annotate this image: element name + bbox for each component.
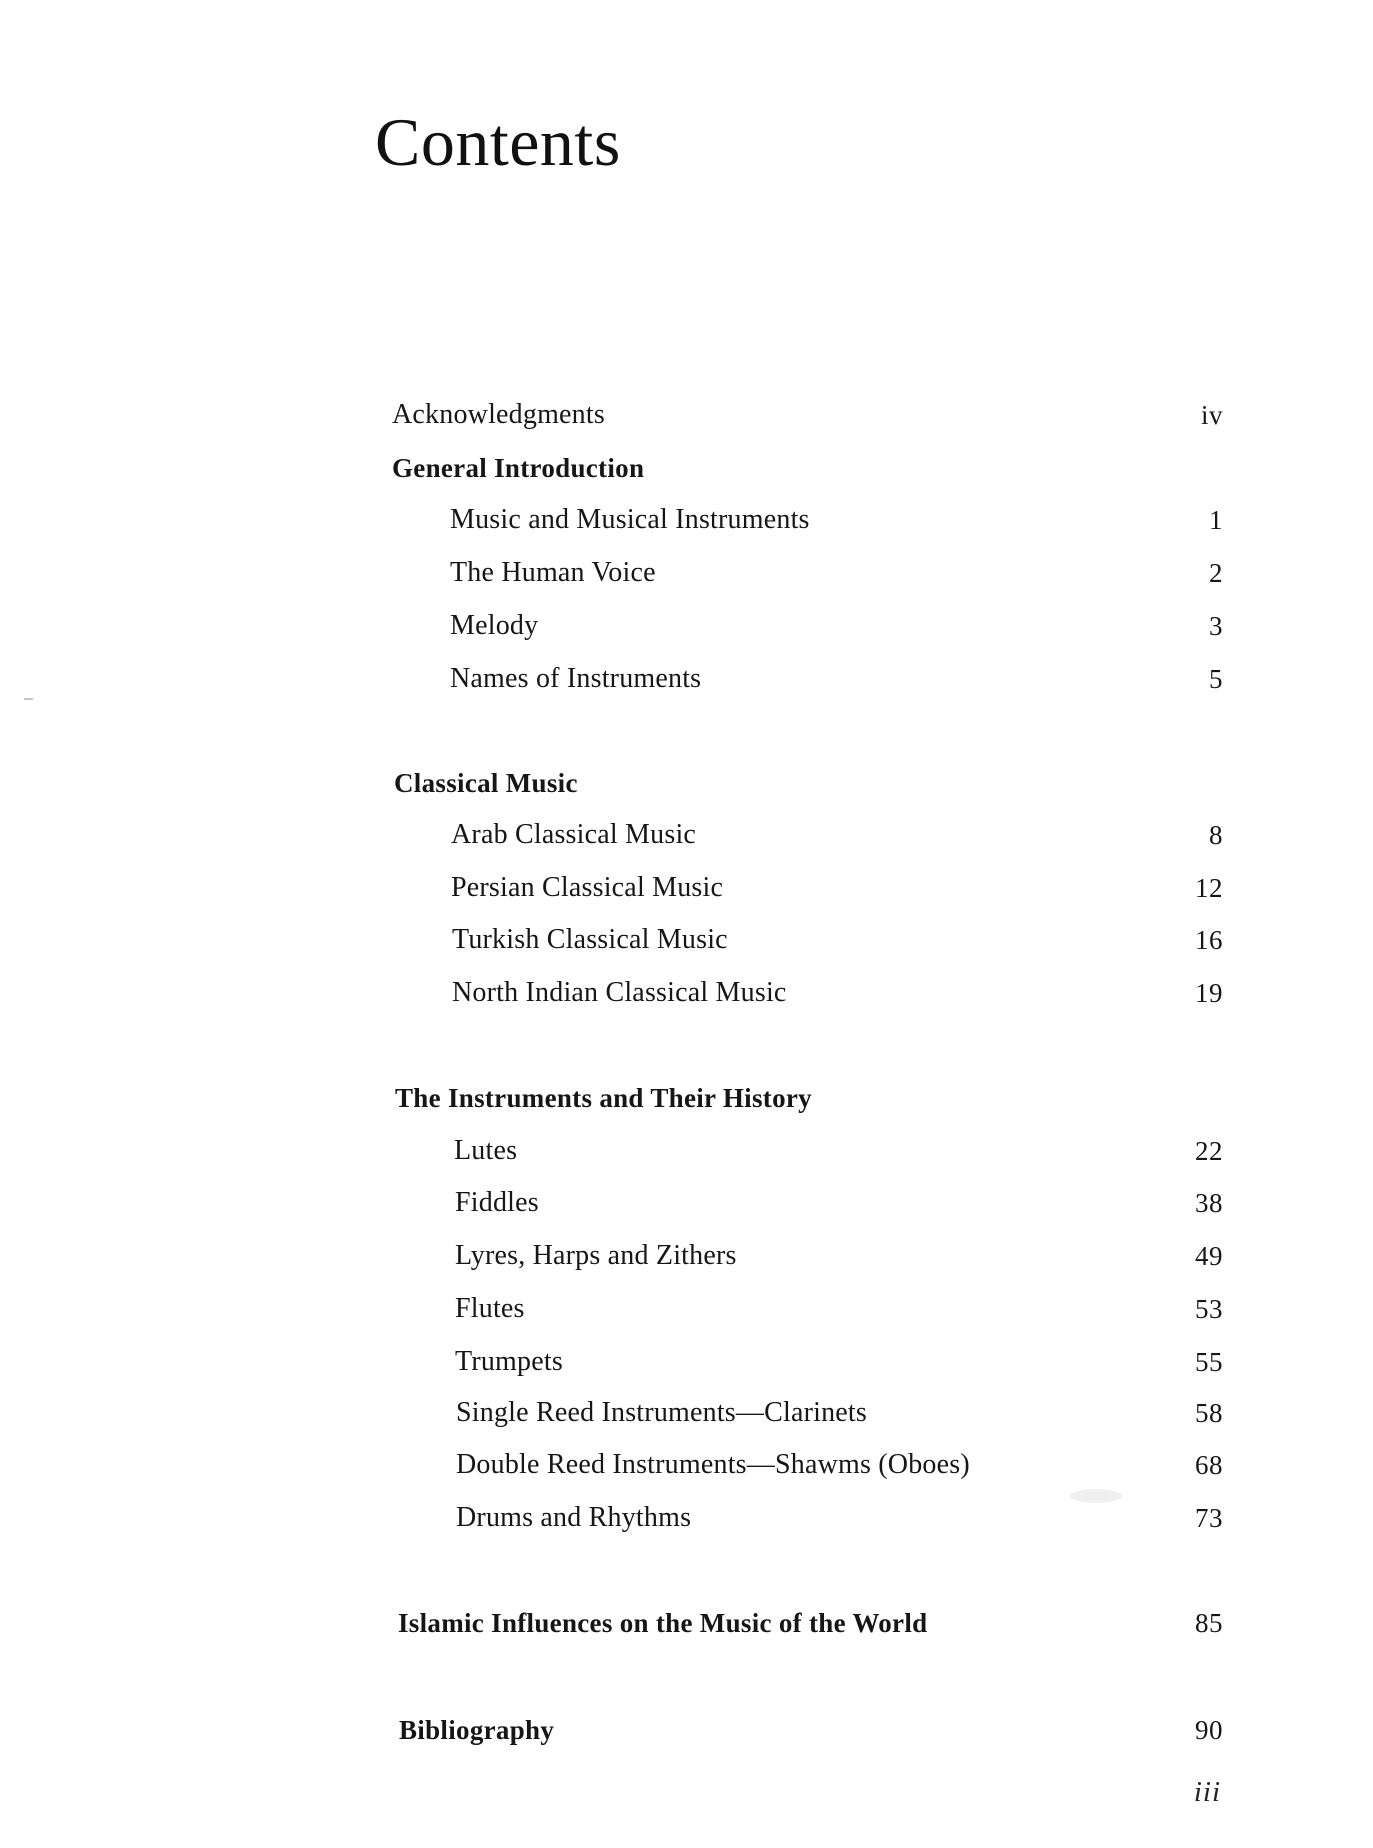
toc-entry-music-and-musical-instruments[interactable] — [0, 500, 1373, 540]
entry-title: Flutes — [455, 1293, 525, 1324]
section-title: Bibliography — [399, 1715, 555, 1745]
entry-title: North Indian Classical Music — [452, 977, 787, 1008]
entry-page-number: 16 — [1195, 925, 1223, 955]
section-title: Classical Music — [394, 768, 578, 798]
section-page-number: 85 — [1195, 1608, 1223, 1638]
toc-entry-drums-and-rhythms[interactable] — [0, 1498, 1373, 1538]
entry-title: Single Reed Instruments—Clarinets — [456, 1397, 867, 1428]
toc-section-general-introduction[interactable] — [0, 448, 1373, 488]
entry-page-number: 49 — [1195, 1241, 1223, 1271]
toc-entry-north-indian-classical-music[interactable] — [0, 973, 1373, 1013]
entry-title: Drums and Rhythms — [456, 1502, 692, 1533]
entry-page-number: 73 — [1195, 1503, 1223, 1533]
section-page-number: 90 — [1195, 1715, 1223, 1745]
entry-page-number: 8 — [1209, 820, 1223, 850]
toc-section-instruments-and-their-history[interactable] — [0, 1078, 1373, 1118]
entry-page-number: 22 — [1195, 1136, 1223, 1166]
toc-entry-fiddles[interactable] — [0, 1183, 1373, 1223]
entry-page-number: 68 — [1195, 1450, 1223, 1480]
page-folio: iii — [1193, 1776, 1221, 1808]
toc-entry-persian-classical-music[interactable] — [0, 868, 1373, 908]
entry-title: Melody — [450, 610, 539, 641]
toc-section-classical-music[interactable] — [0, 763, 1373, 803]
entry-page-number: 53 — [1195, 1294, 1223, 1324]
entry-page-number: 1 — [1209, 505, 1223, 535]
toc-entry-lutes[interactable] — [0, 1131, 1373, 1171]
toc-entry-melody[interactable] — [0, 606, 1373, 646]
toc-entry-single-reed-instruments[interactable] — [0, 1393, 1373, 1433]
scan-edge-mark — [24, 698, 33, 700]
toc-entry-flutes[interactable] — [0, 1289, 1373, 1329]
entry-page-number: 12 — [1195, 873, 1223, 903]
entry-title: Names of Instruments — [450, 663, 702, 694]
entry-page-number: 2 — [1209, 558, 1223, 588]
entry-title: Music and Musical Instruments — [450, 504, 810, 535]
toc-entry-arab-classical-music[interactable] — [0, 815, 1373, 855]
entry-title: Fiddles — [455, 1187, 539, 1218]
toc-section-islamic-influences[interactable] — [0, 1603, 1373, 1643]
entry-title: Turkish Classical Music — [452, 924, 728, 955]
entry-title: Arab Classical Music — [451, 819, 697, 850]
toc-entry-the-human-voice[interactable] — [0, 553, 1373, 593]
entry-page-number: iv — [1200, 400, 1223, 430]
section-title: Islamic Influences on the Music of the World — [398, 1608, 928, 1638]
entry-page-number: 3 — [1209, 611, 1223, 641]
entry-title: Trumpets — [455, 1346, 563, 1377]
entry-page-number: 5 — [1209, 664, 1223, 694]
entry-title: Persian Classical Music — [451, 872, 724, 903]
entry-title: Lutes — [454, 1135, 518, 1166]
section-title: The Instruments and Their History — [395, 1083, 812, 1113]
entry-page-number: 55 — [1195, 1347, 1223, 1377]
entry-title: Double Reed Instruments—Shawms (Oboes) — [456, 1449, 970, 1480]
entry-page-number: 58 — [1195, 1398, 1223, 1428]
toc-entry-turkish-classical-music[interactable] — [0, 920, 1373, 960]
scan-smudge — [1070, 1489, 1122, 1503]
toc-entry-lyres-harps-zithers[interactable] — [0, 1236, 1373, 1276]
entry-page-number: 38 — [1195, 1188, 1223, 1218]
entry-title: Acknowledgments — [392, 399, 605, 430]
toc-entry-names-of-instruments[interactable] — [0, 659, 1373, 699]
section-title: General Introduction — [392, 453, 645, 483]
toc-entry-trumpets[interactable] — [0, 1342, 1373, 1382]
toc-entry-double-reed-instruments[interactable] — [0, 1445, 1373, 1485]
page-title: Contents — [375, 104, 621, 180]
toc-entry-acknowledgments[interactable] — [0, 395, 1373, 435]
entry-title: The Human Voice — [450, 557, 656, 588]
toc-section-bibliography[interactable] — [0, 1710, 1373, 1750]
entry-page-number: 19 — [1195, 978, 1223, 1008]
entry-title: Lyres, Harps and Zithers — [455, 1240, 737, 1271]
